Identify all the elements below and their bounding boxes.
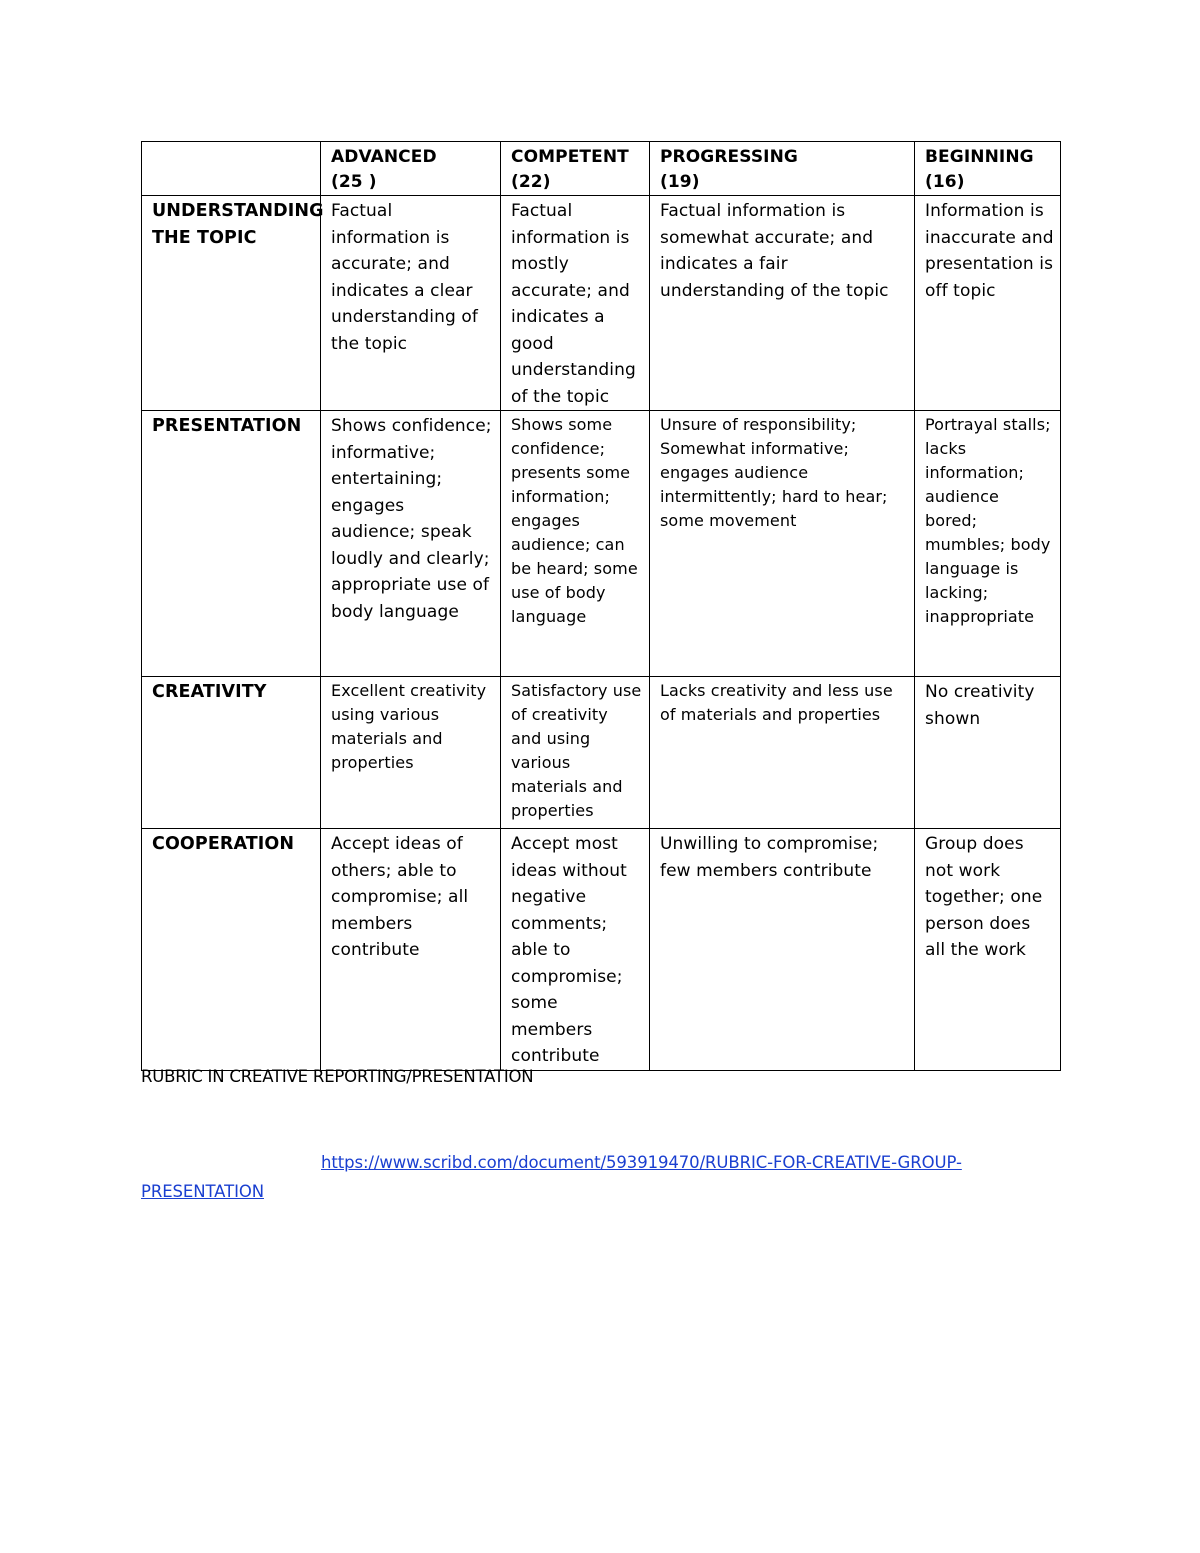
cell-presentation-progressing: Unsure of responsibility; Somewhat informative; engages audience intermittently; hard to hear; some movement: [650, 411, 915, 677]
row-presentation: [142, 411, 1061, 677]
header-corner-cell: [142, 142, 321, 196]
cell-cooperation-progressing: Unwilling to compromise; few members contribute: [650, 829, 915, 1071]
header-competent-title: COMPETENT: [511, 147, 629, 167]
header-beginning-title: BEGINNING: [925, 147, 1034, 167]
header-progressing-title: PROGRESSING: [660, 147, 798, 167]
cell-understanding-progressing: Factual information is somewhat accurate; and indicates a fair understanding of the topic: [650, 196, 915, 411]
cell-presentation-competent: Shows some confidence; presents some information; engages audience; can be heard; some use of body language: [501, 411, 650, 677]
header-competent-points: (22): [511, 172, 551, 192]
rubric-table: [141, 141, 1061, 1071]
source-link-line1[interactable]: https://www.scribd.com/document/593919470/RUBRIC-FOR-CREATIVE-GROUP-: [321, 1153, 962, 1172]
source-link-line2[interactable]: PRESENTATION: [141, 1182, 264, 1201]
criterion-presentation: PRESENTATION: [142, 411, 321, 677]
row-understanding: [142, 196, 1061, 411]
cell-creativity-progressing: Lacks creativity and less use of materials and properties: [650, 677, 915, 829]
criterion-cooperation: COOPERATION: [142, 829, 321, 1071]
header-row: [142, 142, 1061, 196]
cell-creativity-advanced: Excellent creativity using various materials and properties: [321, 677, 501, 829]
criterion-creativity: CREATIVITY: [142, 677, 321, 829]
header-progressing-points: (19): [660, 172, 700, 192]
row-creativity: [142, 677, 1061, 829]
criterion-understanding: UNDERSTANDING THE TOPIC: [142, 196, 321, 411]
cell-creativity-competent: Satisfactory use of creativity and using various materials and properties: [501, 677, 650, 829]
cell-cooperation-competent: Accept most ideas without negative comments; able to compromise; some members contribute: [501, 829, 650, 1071]
cell-presentation-beginning: Portrayal stalls; lacks information; audience bored; mumbles; body language is lacking; inappropriate: [915, 411, 1061, 677]
row-cooperation: [142, 829, 1061, 1071]
header-advanced-points: (25 ): [331, 172, 377, 192]
cell-cooperation-beginning: Group does not work together; one person does all the work: [915, 829, 1061, 1071]
cell-cooperation-advanced: Accept ideas of others; able to compromise; all members contribute: [321, 829, 501, 1071]
header-beginning: [915, 142, 1061, 196]
cell-understanding-advanced: Factual information is accurate; and indicates a clear understanding of the topic: [321, 196, 501, 411]
header-advanced: [321, 142, 501, 196]
cell-understanding-competent: Factual information is mostly accurate; and indicates a good understanding of the topic: [501, 196, 650, 411]
header-competent: [501, 142, 650, 196]
header-progressing: [650, 142, 915, 196]
cell-creativity-beginning: No creativity shown: [915, 677, 1061, 829]
table-caption: RUBRIC IN CREATIVE REPORTING/PRESENTATION: [141, 1067, 534, 1086]
header-advanced-title: ADVANCED: [331, 147, 437, 167]
header-beginning-points: (16): [925, 172, 965, 192]
cell-presentation-advanced: Shows confidence; informative; entertaining; engages audience; speak loudly and clearly; appropriate use of body language: [321, 411, 501, 677]
cell-understanding-beginning: Information is inaccurate and presentation is off topic: [915, 196, 1061, 411]
